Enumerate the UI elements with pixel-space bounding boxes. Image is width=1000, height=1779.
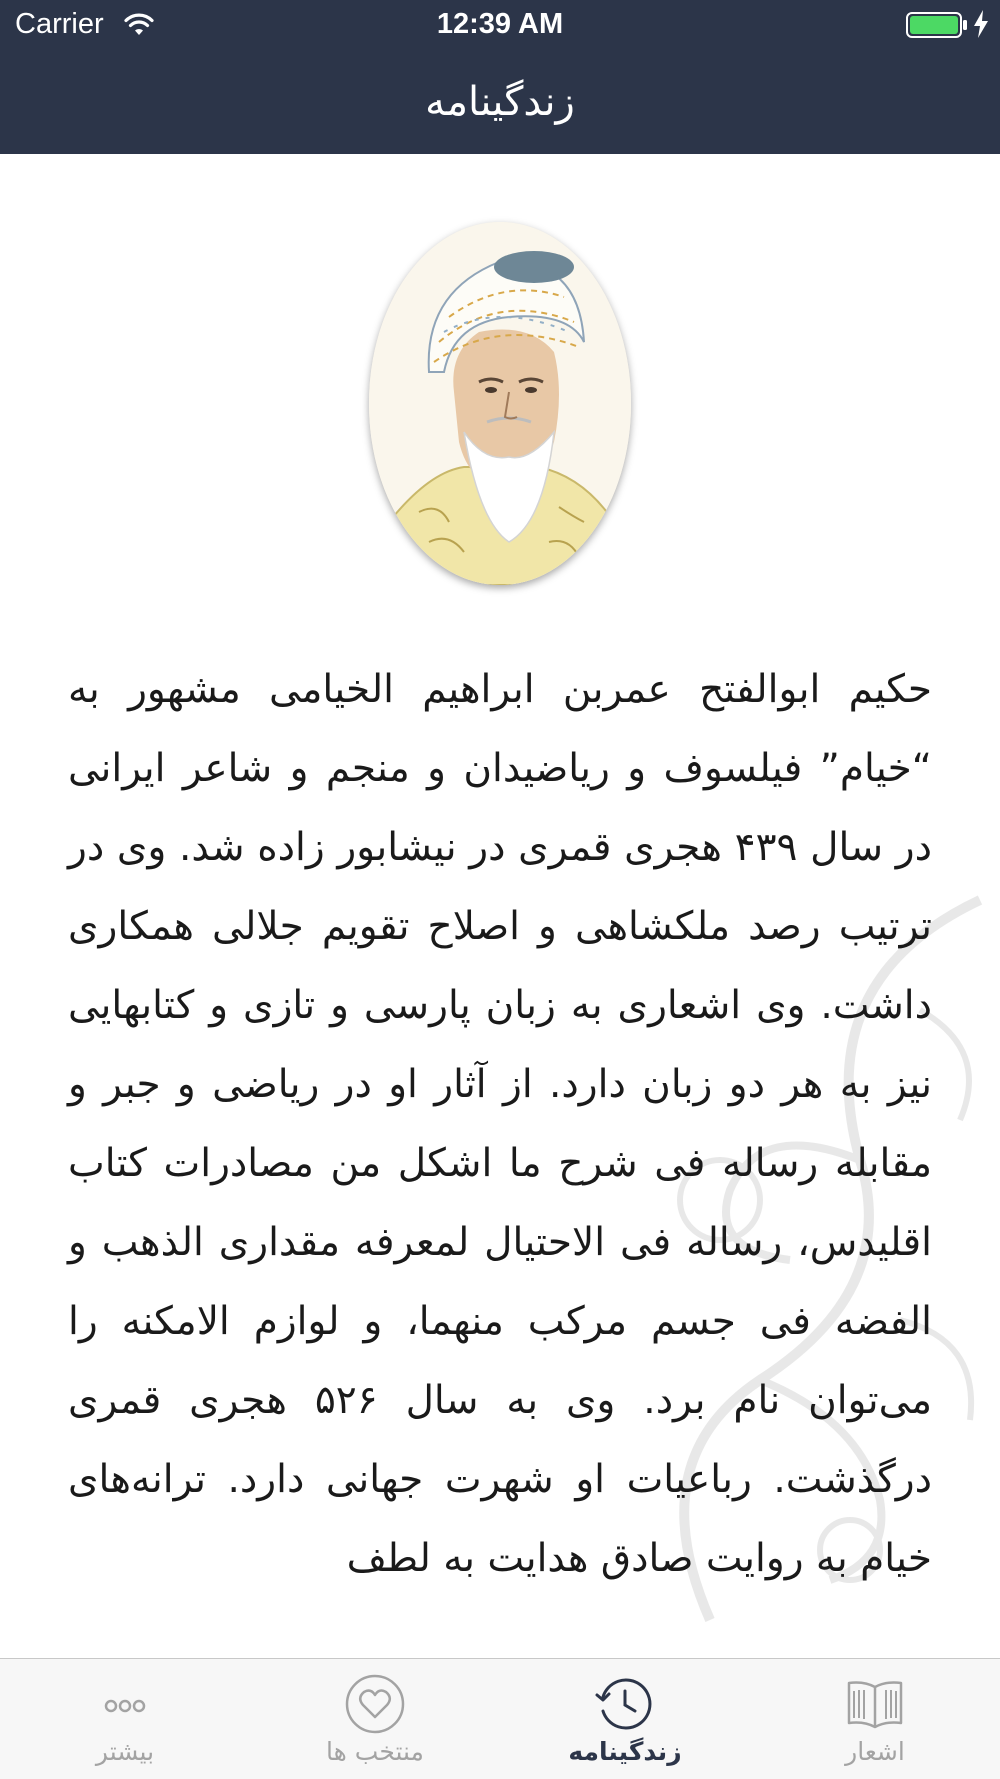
carrier-label: Carrier bbox=[15, 8, 104, 40]
tab-more-label: بیشتر bbox=[95, 1737, 155, 1766]
tab-biography[interactable] bbox=[500, 1659, 750, 1779]
tab-bar bbox=[0, 1658, 1000, 1779]
navigation-bar bbox=[0, 50, 1000, 154]
tab-poems-label: اشعار bbox=[845, 1737, 905, 1766]
heart-icon bbox=[344, 1673, 406, 1735]
page-title: زندگینامه bbox=[425, 79, 575, 125]
more-icon bbox=[94, 1673, 156, 1735]
tab-favorites[interactable] bbox=[250, 1659, 500, 1779]
tab-biography-label: زندگینامه bbox=[568, 1737, 682, 1766]
battery-icon bbox=[906, 12, 968, 38]
status-bar bbox=[0, 0, 1000, 50]
biography-text: حکیم ابوالفتح عمربن ابراهیم الخیامی مشهور به “خیام” فیلسوف و ریاضیدان و منجم و شاعر ایرانی در سال ۴۳۹ هجری قمری در نیشابور زاده شد. وی در ترتیب رصد ملکشاهی و اصلاح تقویم جلالی همکاری داشت. وی اشعاری به زبان پارسی و تازی و کتابهایی نیز به هر دو زبان دارد. از آثار او در ریاضی و جبر و مقابله رساله فی شرح ما اشکل من مصادرات کتاب اقلیدس، رساله فی الاحتیال لمعرفه مقداری الذهب و الفضه فی جسم مرکب منهما، و لوازم الامکنه را می‌توان نام برد. وی به سال ۵۲۶ هجری قمری درگذشت. رباعیات او شهرت جهانی دارد. ترانه‌های خیام به روایت صادق هدایت به لطف bbox=[68, 667, 932, 1581]
tab-more[interactable] bbox=[0, 1659, 250, 1779]
tab-favorites-label: منتخب ها bbox=[326, 1737, 424, 1766]
portrait-image bbox=[369, 222, 631, 585]
status-time: 12:39 AM bbox=[436, 8, 564, 40]
charging-icon bbox=[972, 9, 990, 39]
history-icon bbox=[594, 1673, 656, 1735]
khayyam-portrait-illustration bbox=[369, 222, 631, 585]
tab-poems[interactable] bbox=[750, 1659, 1000, 1779]
book-icon bbox=[844, 1673, 906, 1735]
